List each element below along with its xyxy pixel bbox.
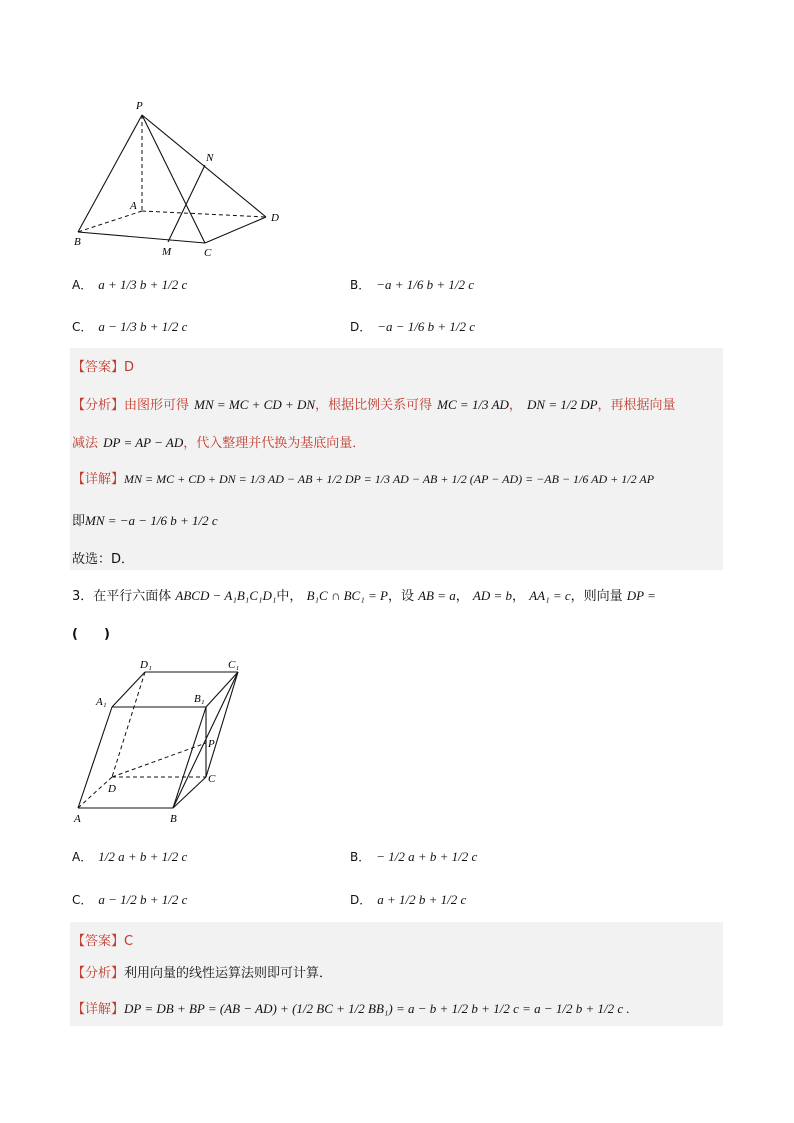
label-B: B bbox=[74, 236, 81, 248]
q2-choice-line: 故选：D． bbox=[72, 552, 135, 567]
q3-option-c[interactable]: C． a − 1/2 b + 1/2 c bbox=[72, 892, 188, 907]
q2-option-d[interactable]: D． −a − 1/6 b + 1/2 c bbox=[350, 319, 476, 334]
label-A: A bbox=[74, 813, 81, 825]
label-P: P bbox=[136, 100, 143, 112]
label-D: D bbox=[271, 212, 279, 224]
q2-option-a[interactable]: A． a + 1/3 b + 1/2 c bbox=[72, 277, 188, 292]
q3-option-a[interactable]: A． 1/2 a + b + 1/2 c bbox=[72, 849, 188, 864]
q2-detail-line1: 【详解】MN = MC + CD + DN = 1/3 AD − AB + 1/2 DP = 1/3 AD − AB + 1/2 (AP − AD) = −AB − 1/6 AD + 1/2 AP bbox=[72, 472, 655, 487]
q2-answer-line: 【答案】D bbox=[72, 360, 135, 375]
q3-option-d[interactable]: D． a + 1/2 b + 1/2 c bbox=[350, 892, 467, 907]
label-A1: A₁ bbox=[96, 696, 107, 708]
q2-solution-box bbox=[70, 348, 723, 570]
label-C: C bbox=[204, 247, 212, 259]
q3-detail-line: 【详解】DP = DB + BP = (AB − AD) + (1/2 BC + 1/2 BB₁) = a − b + 1/2 b + 1/2 c = a − 1/2 b + 1/2 c . bbox=[72, 1001, 630, 1017]
label-C: C bbox=[208, 773, 216, 785]
q3-answer-paren: ( ) bbox=[72, 627, 110, 642]
q2-analysis-line1: 【分析】由图形可得 MN = MC + CD + DN，根据比例关系可得 MC = 1/3 AD， DN = 1/2 DP，再根据向量 bbox=[72, 397, 676, 413]
q3-analysis-line: 【分析】利用向量的线性运算法则即可计算． bbox=[72, 966, 333, 981]
label-M: M bbox=[162, 246, 172, 258]
label-A: A bbox=[130, 200, 137, 212]
q2-analysis-line2: 减法 DP = AP − AD，代入整理并代换为基底向量． bbox=[72, 435, 366, 451]
label-P: P bbox=[208, 738, 215, 750]
q3-stem: 3．在平行六面体 ABCD − A₁B₁C₁D₁中， B₁C ∩ BC₁ = P，设 AB = a， AD = b， AA₁ = c，则向量 DP = bbox=[72, 588, 656, 604]
label-N: N bbox=[206, 152, 214, 164]
label-B: B bbox=[170, 813, 177, 825]
parallelepiped-figure bbox=[70, 655, 255, 830]
label-D: D bbox=[108, 783, 116, 795]
label-D1: D₁ bbox=[140, 659, 152, 671]
q3-option-b[interactable]: B． − 1/2 a + b + 1/2 c bbox=[350, 849, 478, 864]
label-B1: B₁ bbox=[194, 693, 205, 705]
label-C1: C₁ bbox=[228, 659, 240, 671]
q2-option-b[interactable]: B． −a + 1/6 b + 1/2 c bbox=[350, 277, 475, 292]
pyramid-figure bbox=[70, 95, 300, 265]
q3-answer-line: 【答案】C bbox=[72, 934, 134, 949]
q2-option-c[interactable]: C． a − 1/3 b + 1/2 c bbox=[72, 319, 188, 334]
q3-solution-box bbox=[70, 922, 723, 1026]
q2-detail-line2: 即MN = −a − 1/6 b + 1/2 c bbox=[72, 513, 218, 529]
